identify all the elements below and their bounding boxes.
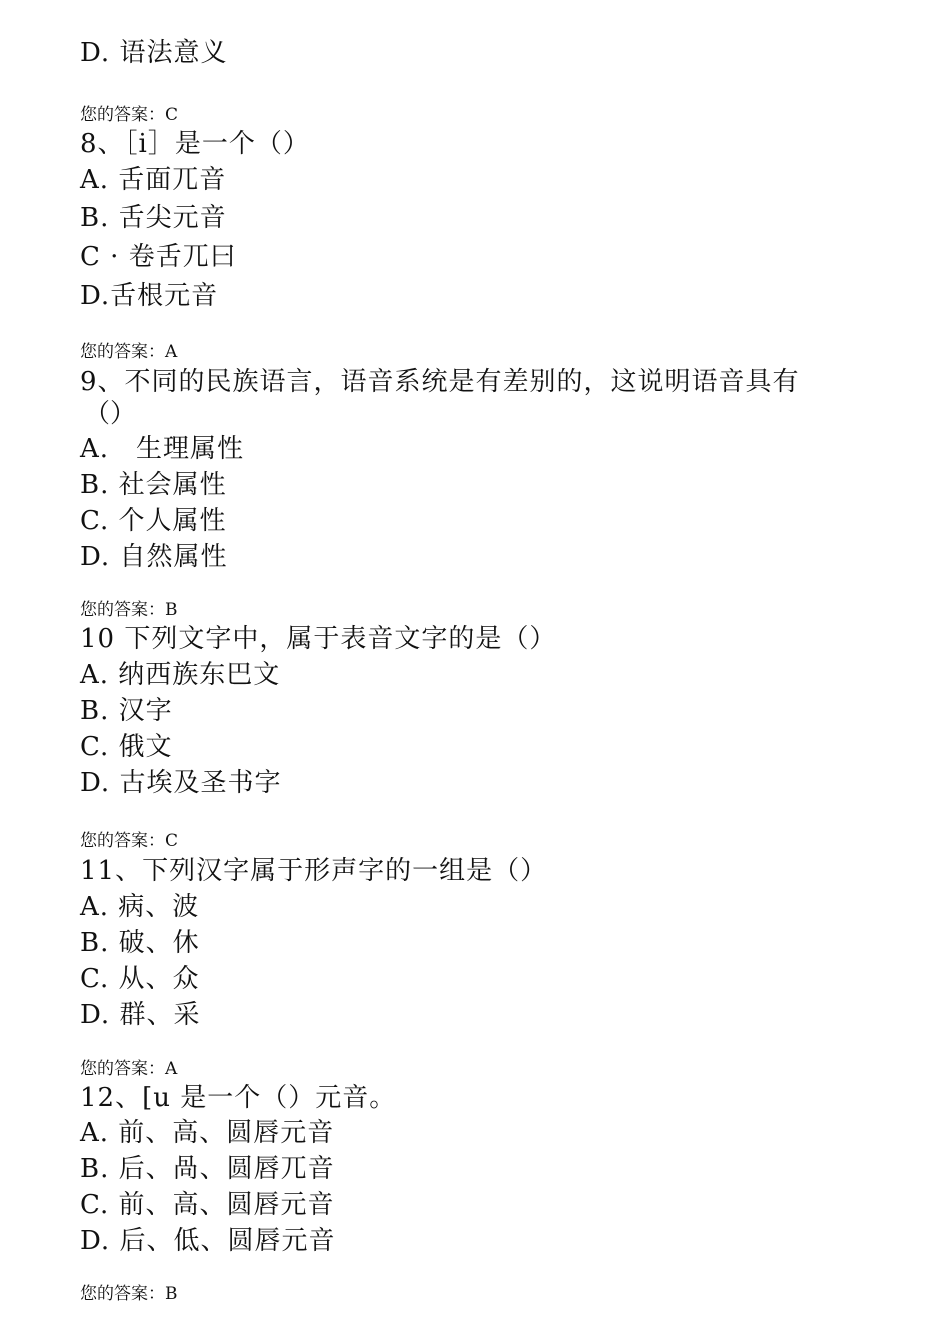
option-line: A. 病、波 <box>80 892 200 922</box>
option-line: D. 后、低、圆唇元音 <box>80 1226 336 1256</box>
answer-line: 您的答案：A <box>80 1059 178 1079</box>
option-line: C. 个人属性 <box>80 506 227 536</box>
answer-line: 您的答案：A <box>80 342 178 362</box>
answer-line: 您的答案：B <box>80 600 178 620</box>
option-line: A. 生理属性 <box>80 434 245 464</box>
option-line: B. 破、休 <box>80 928 200 958</box>
option-line: D. 自然属性 <box>80 542 228 572</box>
option-line: C · 卷舌兀曰 <box>80 242 237 272</box>
option-line: B. 汉字 <box>80 696 173 726</box>
option-line: B. 舌尖元音 <box>80 203 227 233</box>
option-line: A. 前、高、圆唇元音 <box>80 1118 335 1148</box>
option-line: C. 从、众 <box>80 964 200 994</box>
option-line: D. 古埃及圣书字 <box>80 768 282 798</box>
answer-line: 您的答案：C <box>80 831 179 851</box>
question-stem: 11、下列汉字属于形声字的一组是（） <box>80 856 548 886</box>
option-line: B. 后、咼、圆唇兀音 <box>80 1154 335 1184</box>
option-line: C. 俄文 <box>80 732 173 762</box>
option-line: A. 舌面兀音 <box>80 165 227 195</box>
question-stem: 10 下列文字中，属于表音文字的是（） <box>80 624 557 654</box>
question-stem-continuation: （） <box>84 399 137 429</box>
question-stem: 9、不同的民族语言，语音系统是有差别的，这说明语音具有 <box>80 367 800 397</box>
answer-line: 您的答案：B <box>80 1284 178 1304</box>
option-line: D.舌根元音 <box>80 281 219 311</box>
option-line: B. 社会属性 <box>80 470 227 500</box>
question-stem: 8、［i］是一个（） <box>80 129 310 159</box>
option-line: D. 群、采 <box>80 1000 201 1030</box>
option-line: D. 语法意义 <box>80 38 228 68</box>
answer-line: 您的答案：C <box>80 105 179 125</box>
option-line: A. 纳西族东巴文 <box>80 660 281 690</box>
question-stem: 12、[u 是一个（）元音。 <box>80 1083 397 1113</box>
option-line: C. 前、高、圆唇元音 <box>80 1190 335 1220</box>
